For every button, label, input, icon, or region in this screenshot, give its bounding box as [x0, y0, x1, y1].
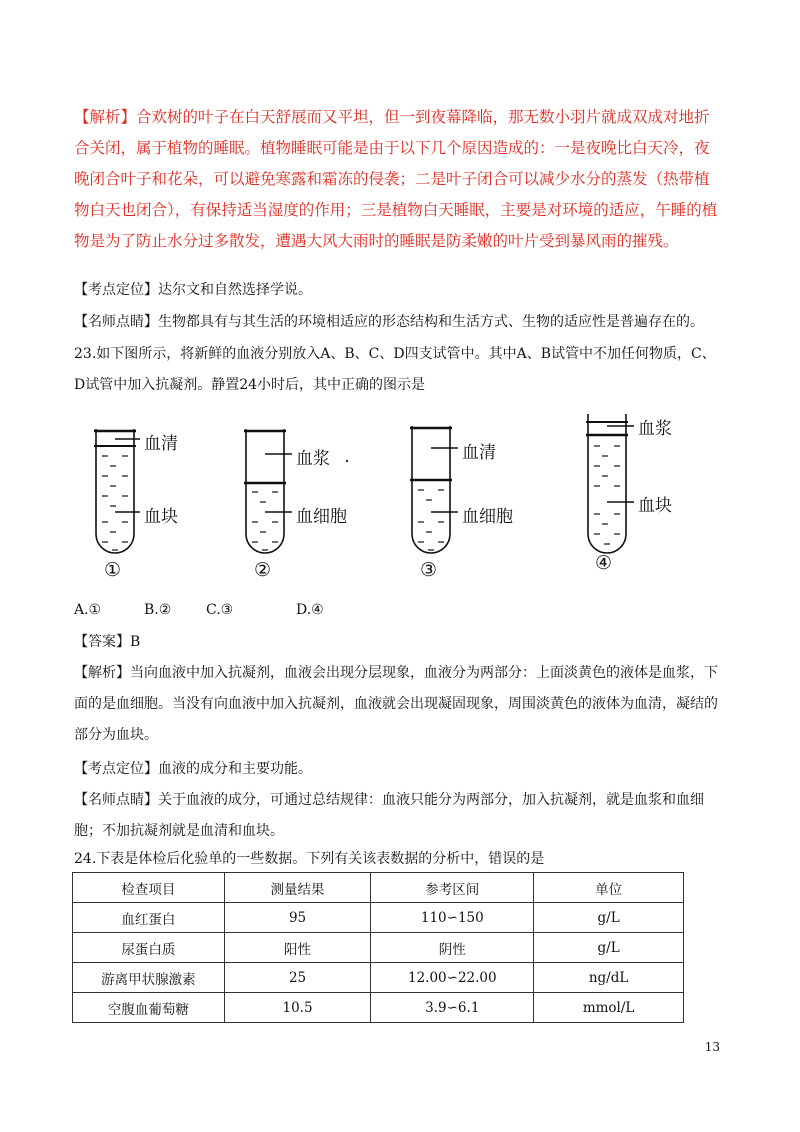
tube-1-bottom-label: 血块	[144, 507, 178, 527]
tube-2-number: ②	[254, 559, 272, 581]
stray-dot	[346, 460, 348, 462]
cell-item: 空腹血葡萄糖	[73, 993, 225, 1023]
tube-4-number: ④	[595, 552, 613, 574]
option-d: D.④	[296, 602, 324, 618]
analysis-23: 【解析】当向血液中加入抗凝剂，血液会出现分层现象，血液分为两部分：上面淡黄色的液体是血浆，下面的是血细胞。当没有向血液中加入抗凝剂，血液就会出现凝固现象，周围淡黄色的液体为血清，凝结的部分为血块。	[74, 665, 718, 743]
mingshi-paragraph-1: 【名师点睛】生物都具有与其生活的环境相适应的形态结构和生活方式、生物的适应性是普遍存在的。	[74, 314, 704, 330]
cell-result: 25	[224, 963, 371, 993]
cell-unit: mmol/L	[534, 993, 684, 1023]
tube-2-bottom-label: 血细胞	[296, 507, 347, 527]
tube-2-top-label: 血浆	[296, 449, 330, 469]
tube-2-sediment	[252, 492, 278, 550]
tube-1-top-label: 血清	[144, 434, 178, 454]
kaodian-paragraph-2: 【考点定位】血液的成分和主要功能。	[74, 761, 312, 777]
tube-4-bottom-label: 血块	[638, 496, 672, 516]
table-row	[73, 993, 684, 1023]
table-row	[73, 963, 684, 993]
table-header-row	[73, 873, 684, 903]
question-24: 24.下表是体检后化验单的一些数据。下列有关该表数据的分析中，错误的是	[74, 851, 545, 867]
header-unit: 单位	[534, 873, 684, 903]
cell-unit: ng/dL	[534, 963, 684, 993]
cell-result: 95	[224, 903, 371, 933]
cell-item: 尿蛋白质	[73, 933, 225, 963]
tube-1-outline	[96, 429, 134, 553]
red-analysis-paragraph: 【解析】合欢树的叶子在白天舒展而又平坦，但一到夜幕降临，那无数小羽片就成双成对地折合关闭，属于植物的睡眠。植物睡眠可能是由于以下几个原因造成的：一是夜晚比白天冷，夜晚闭合叶子和花朵，可以避免寒露和霜冻的侵袭；二是叶子闭合可以减少水分的蒸发（热带植物白天也闭合），有保持适当湿度的作用；三是植物白天睡眠，主要是对环境的适应，午睡的植物是为了防止水分过多散发，遭遇大风大雨时的睡眠是防柔嫩的叶片受到暴风雨的摧残。	[74, 108, 718, 250]
cell-item: 血红蛋白	[73, 903, 225, 933]
tube-2-outline	[246, 429, 284, 553]
answer-23: 【答案】B	[74, 634, 141, 650]
cell-reference: 阴性	[371, 933, 534, 963]
kaodian-paragraph-1: 【考点定位】达尔文和自然选择学说。	[74, 282, 312, 298]
tube-3-number: ③	[420, 559, 438, 581]
cell-result: 阳性	[224, 933, 371, 963]
header-result: 测量结果	[224, 873, 371, 903]
tube-3-sediment	[418, 490, 444, 550]
header-reference: 参考区间	[371, 873, 534, 903]
tube-1-number: ①	[104, 559, 122, 581]
table-row	[73, 933, 684, 963]
tube-3-bottom-label: 血细胞	[462, 507, 513, 527]
cell-reference: 110∽150	[371, 903, 534, 933]
option-c: C.③	[206, 602, 234, 618]
tube-3-outline	[412, 426, 450, 553]
question-23: 23.如下图所示，将新鲜的血液分别放入A、B、C、D四支试管中。其中A、B试管中不加任何物质，C、D试管中加入抗凝剂。静置24小时后，其中正确的图示是	[74, 346, 716, 393]
table-row	[73, 903, 684, 933]
cell-unit: g/L	[534, 933, 684, 963]
header-item: 检查项目	[73, 873, 225, 903]
cell-item: 游离甲状腺激素	[73, 963, 225, 993]
cell-reference: 3.9∽6.1	[371, 993, 534, 1023]
option-b: B.②	[144, 602, 172, 618]
page-number: 13	[704, 1040, 720, 1054]
tube-3-top-label: 血清	[462, 443, 496, 463]
cell-unit: g/L	[534, 903, 684, 933]
tube-4-top-label: 血浆	[638, 419, 672, 439]
tube-1-sediment	[102, 456, 128, 550]
option-a: A.①	[74, 602, 102, 618]
test-tube-figure	[74, 404, 714, 594]
lab-results-table	[72, 872, 684, 1023]
cell-result: 10.5	[224, 993, 371, 1023]
tube-4-sediment	[594, 446, 620, 544]
mingshi-paragraph-2: 【名师点睛】关于血液的成分，可通过总结规律：血液只能分为两部分，加入抗凝剂，就是血浆和血细胞；不加抗凝剂就是血清和血块。	[74, 792, 704, 839]
cell-reference: 12.00∽22.00	[371, 963, 534, 993]
